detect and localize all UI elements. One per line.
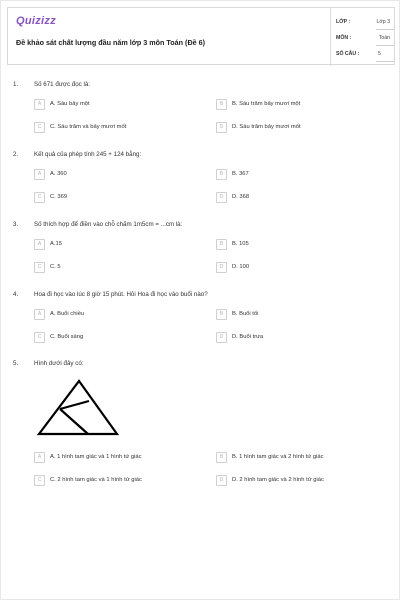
option-d[interactable]: [216, 192, 376, 203]
option-b[interactable]: [216, 169, 376, 180]
question-text: Kết quả của phép tính 245 + 124 bằng:: [34, 151, 142, 158]
option-letter-box: B: [216, 99, 227, 110]
option-letter-box: D: [216, 332, 227, 343]
meta-value: Lớp 3: [376, 19, 390, 25]
option-letter-box: A: [34, 99, 45, 110]
option-c[interactable]: [34, 192, 194, 203]
option-text: D. Buổi trưa: [232, 334, 264, 340]
option-a[interactable]: [34, 99, 194, 110]
option-text: D. 100: [232, 264, 250, 270]
option-d[interactable]: [216, 332, 376, 343]
option-text: C. Buổi sáng: [50, 334, 84, 340]
option-text: D. 368: [232, 194, 250, 200]
question-number: 5.: [13, 360, 19, 367]
option-text: C. 5: [50, 264, 61, 270]
option-c[interactable]: [34, 122, 194, 133]
question-number: 1.: [13, 81, 19, 88]
option-c[interactable]: [34, 262, 194, 273]
question-text: Hình dưới đây có:: [34, 360, 84, 367]
option-letter-box: C: [34, 192, 45, 203]
inner-segment-bottom: [60, 409, 88, 434]
option-b[interactable]: [216, 452, 376, 463]
worksheet-meta: [330, 8, 396, 66]
option-text: C. Sáu trăm và bảy mươi mốt: [50, 124, 127, 130]
option-letter-box: A: [34, 239, 45, 250]
option-letter-box: B: [216, 309, 227, 320]
option-letter-box: D: [216, 475, 227, 486]
question-text: Số 671 được đọc là:: [34, 81, 91, 88]
option-text: A.15: [50, 241, 62, 247]
meta-row-question-count: [330, 46, 396, 62]
option-a[interactable]: [34, 452, 194, 463]
option-text: B. 1 hình tam giác và 2 hình tứ giác: [232, 454, 324, 460]
option-letter-box: B: [216, 452, 227, 463]
meta-row-subject: [330, 30, 396, 46]
option-text: B. 105: [232, 241, 249, 247]
option-c[interactable]: [34, 332, 194, 343]
option-letter-box: B: [216, 239, 227, 250]
option-a[interactable]: [34, 309, 194, 320]
option-letter-box: D: [216, 192, 227, 203]
option-text: B. 367: [232, 171, 249, 177]
question-text: Hoa đi học vào lúc 8 giờ 15 phút. Hỏi Hoa đi học vào buổi nào?: [34, 291, 208, 298]
meta-underline: [376, 61, 394, 62]
option-c[interactable]: [34, 475, 194, 486]
quizizz-logo: Quizizz: [16, 15, 56, 27]
option-text: B. Buổi tối: [232, 311, 259, 317]
worksheet-header: [7, 7, 395, 65]
option-b[interactable]: [216, 239, 376, 250]
option-letter-box: C: [34, 332, 45, 343]
question-number: 3.: [13, 221, 19, 228]
option-b[interactable]: [216, 99, 376, 110]
option-text: A. 360: [50, 171, 67, 177]
option-letter-box: A: [34, 169, 45, 180]
option-letter-box: A: [34, 452, 45, 463]
option-text: A. Sáu bảy một: [50, 101, 90, 107]
option-letter-box: C: [34, 262, 45, 273]
meta-row-class: [330, 14, 396, 30]
worksheet-title: Đề khảo sát chất lượng đầu năm lớp 3 môn Toán (Đề 6): [16, 38, 206, 47]
option-text: D. 2 hình tam giác và 2 hình tứ giác: [232, 477, 324, 483]
option-letter-box: B: [216, 169, 227, 180]
option-text: D. Sáu trăm bảy mươi mốt: [232, 124, 301, 130]
option-letter-box: D: [216, 262, 227, 273]
option-a[interactable]: [34, 169, 194, 180]
meta-key: MÔN :: [336, 35, 352, 41]
option-text: B. Sáu trăm bảy mươi một: [232, 101, 301, 107]
option-d[interactable]: [216, 475, 376, 486]
option-letter-box: D: [216, 122, 227, 133]
option-letter-box: C: [34, 475, 45, 486]
question-number: 4.: [13, 291, 19, 298]
option-d[interactable]: [216, 262, 376, 273]
triangle-figure: [35, 379, 121, 439]
meta-value: Toán: [378, 35, 390, 41]
option-a[interactable]: [34, 239, 194, 250]
option-letter-box: A: [34, 309, 45, 320]
option-text: C. 369: [50, 194, 68, 200]
option-d[interactable]: [216, 122, 376, 133]
option-letter-box: C: [34, 122, 45, 133]
question-number: 2.: [13, 151, 19, 158]
option-text: A. Buổi chiều: [50, 311, 85, 317]
option-text: A. 1 hình tam giác và 1 hình tứ giác: [50, 454, 142, 460]
option-text: C. 2 hình tam giác và 1 hình tứ giác: [50, 477, 142, 483]
meta-key: SỐ CÂU :: [336, 51, 360, 57]
option-b[interactable]: [216, 309, 376, 320]
meta-value: 5: [378, 51, 381, 57]
question-text: Số thích hợp để điền vào chỗ chấm 1m5cm = ...cm là:: [34, 221, 183, 228]
meta-key: LỚP :: [336, 19, 351, 25]
